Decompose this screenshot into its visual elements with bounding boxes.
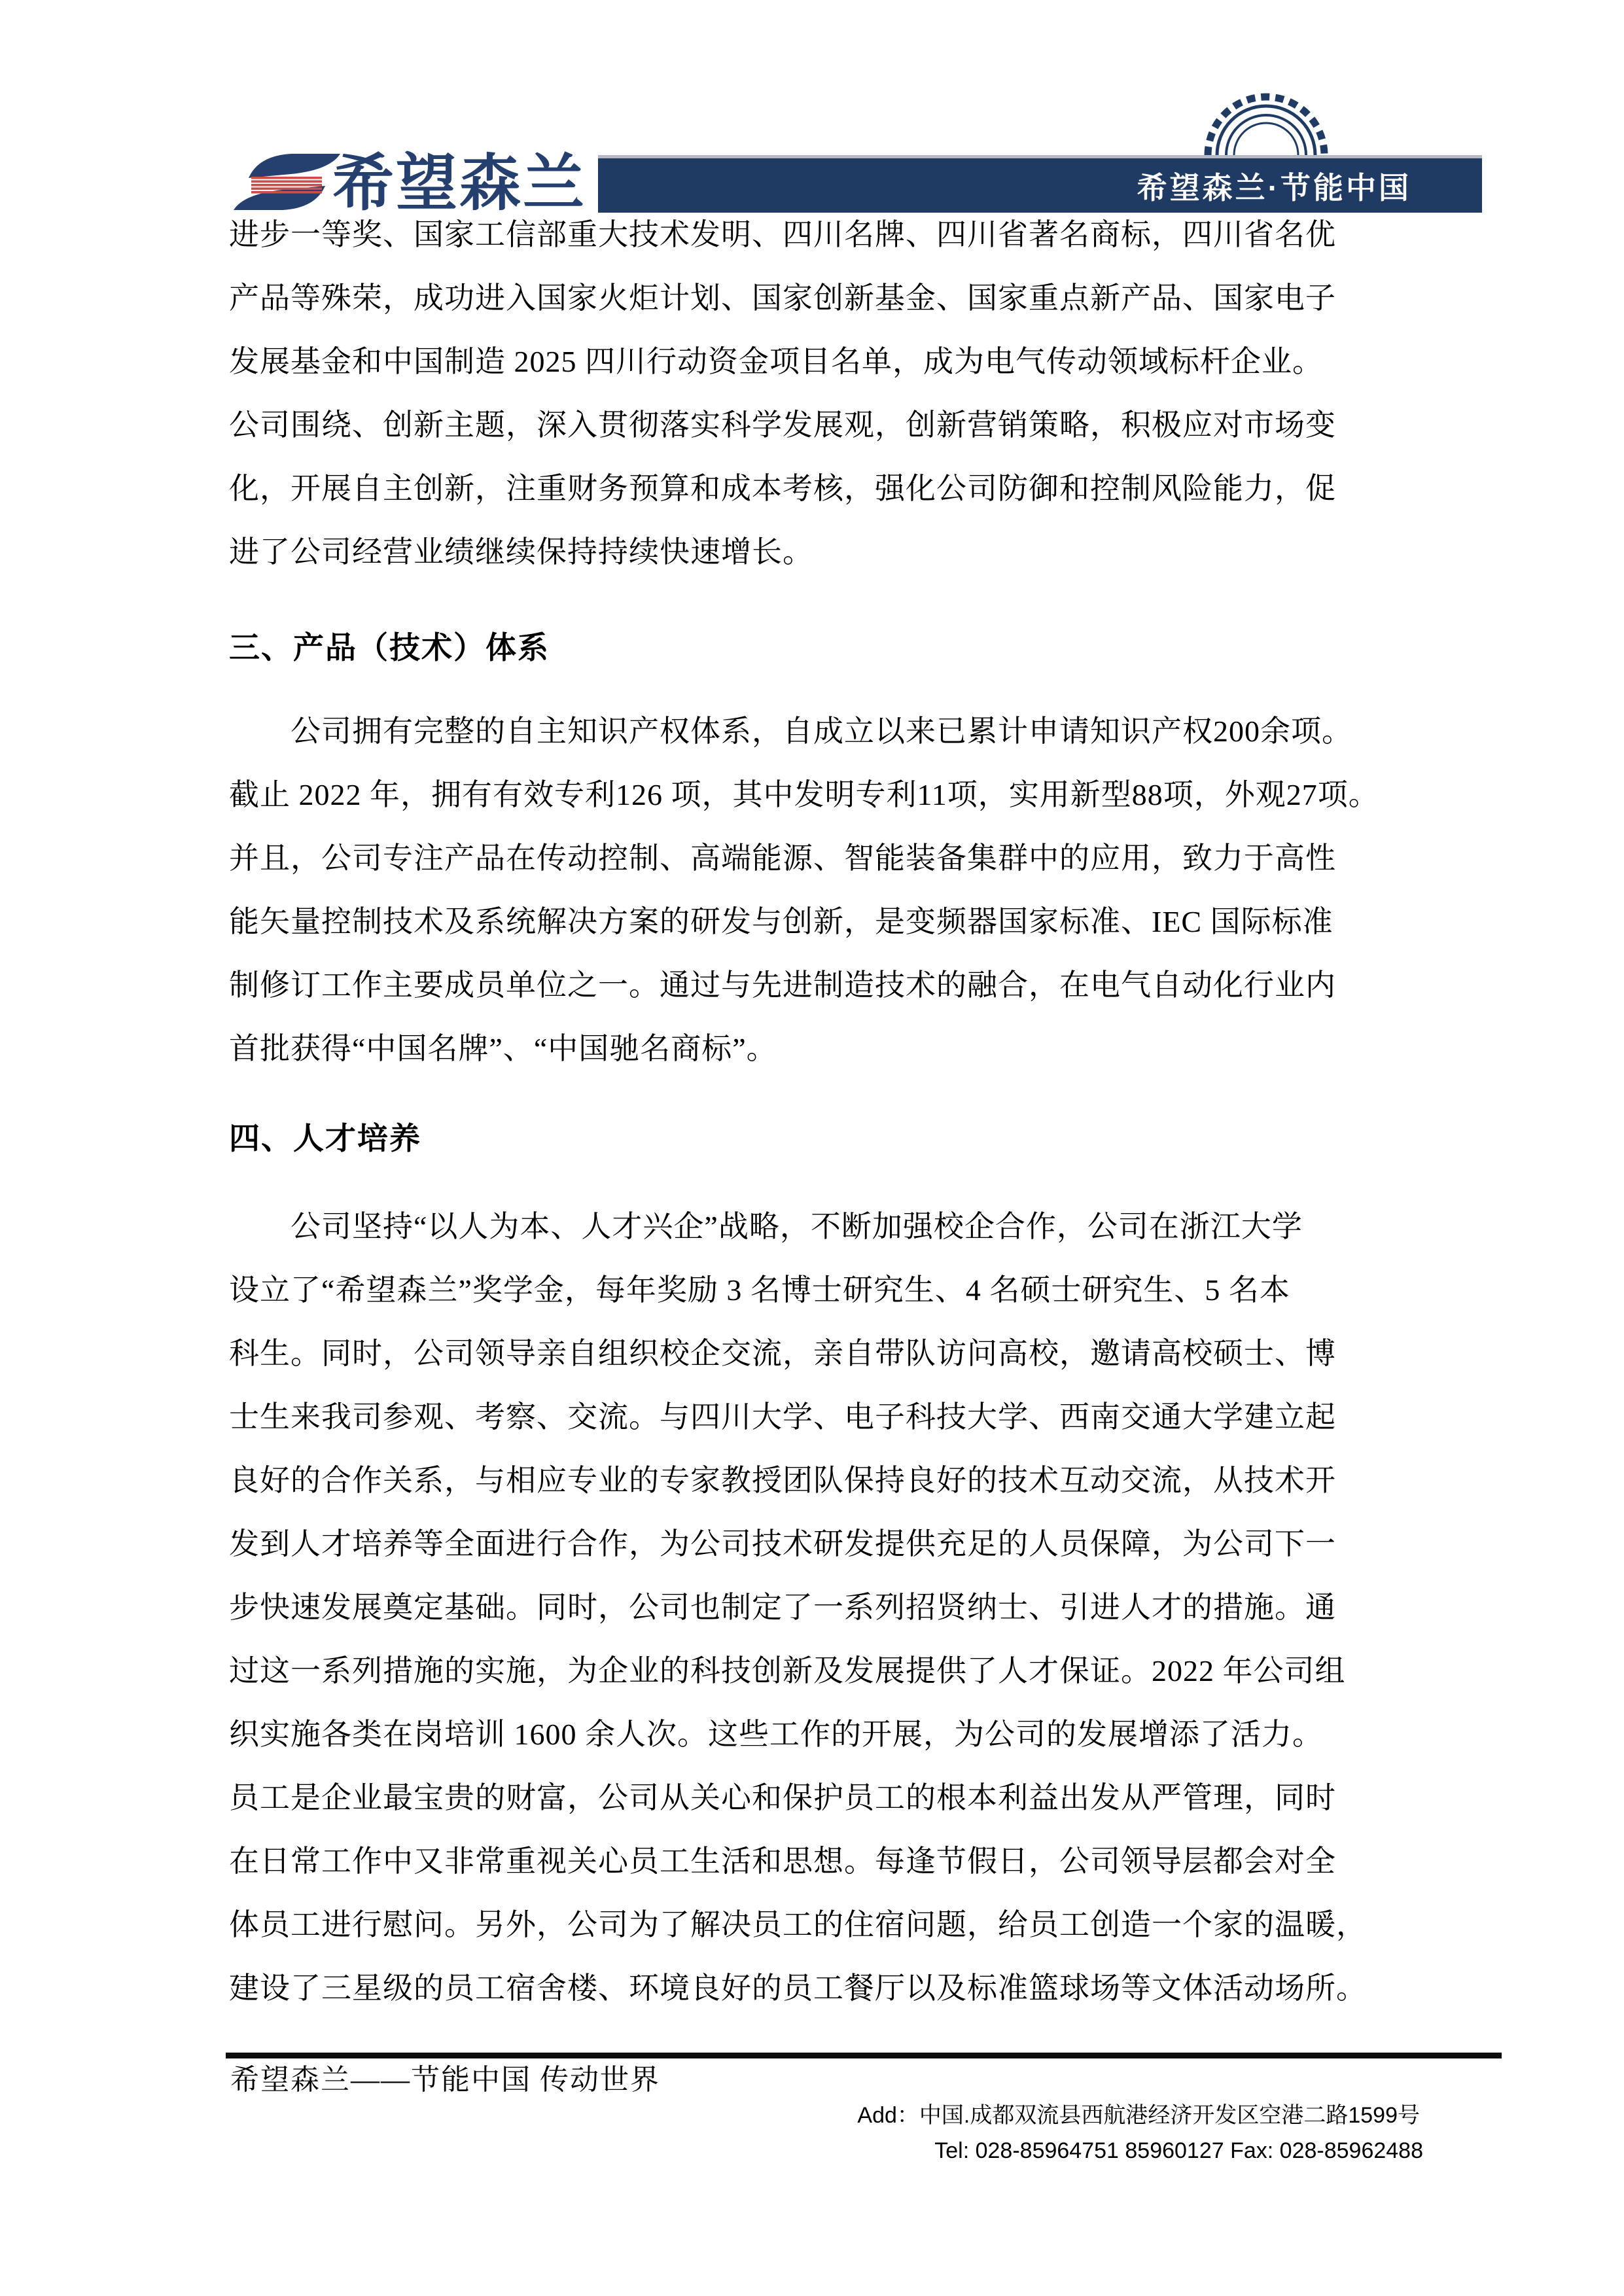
text-line: 过这一系列措施的实施，为企业的科技创新及发展提供了人才保证。2022 年公司组 bbox=[229, 1654, 1346, 1687]
text-line: 进步一等奖、国家工信部重大技术发明、四川名牌、四川省著名商标，四川省名优 bbox=[229, 218, 1336, 251]
text-line: 发展基金和中国制造 2025 四川行动资金项目名单，成为电气传动领域标杆企业。 bbox=[229, 345, 1323, 378]
text-line: 进了公司经营业绩继续保持持续快速增长。 bbox=[229, 535, 813, 569]
paragraph-talent bbox=[229, 1195, 1400, 2020]
logo-text: 希望森兰 bbox=[332, 149, 587, 217]
text-line: 良好的合作关系，与相应专业的专家教授团队保持良好的技术互动交流，从技术开 bbox=[229, 1464, 1336, 1497]
text-line: 公司拥有完整的自主知识产权体系，自成立以来已累计申请知识产权200余项。 bbox=[291, 715, 1352, 748]
text-line: 产品等殊荣，成功进入国家火炬计划、国家创新基金、国家重点新产品、国家电子 bbox=[229, 281, 1336, 315]
text-line: 能矢量控制技术及系统解决方案的研发与创新，是变频器国家标准、IEC 国际标准 bbox=[229, 905, 1333, 938]
text-line: 科生。同时，公司领导亲自组织校企交流，亲自带队访问高校，邀请高校硕士、博 bbox=[229, 1337, 1336, 1370]
text-line: 公司围绕、创新主题，深入贯彻落实科学发展观，创新营销策略，积极应对市场变 bbox=[229, 408, 1336, 442]
text-line: 化，开展自主创新，注重财务预算和成本考核，强化公司防御和控制风险能力，促 bbox=[229, 472, 1336, 505]
text-line: 制修订工作主要成员单位之一。通过与先进制造技术的融合，在电气自动化行业内 bbox=[229, 968, 1336, 1002]
text-line: 步快速发展奠定基础。同时，公司也制定了一系列招贤纳士、引进人才的措施。通 bbox=[229, 1591, 1336, 1624]
gear-icon bbox=[1204, 93, 1328, 155]
footer-phone: Tel: 028-85964751 85960127 Fax: 028-85962488 bbox=[934, 2138, 1423, 2163]
text-line: 并且，公司专注产品在传动控制、高端能源、智能装备集群中的应用，致力于高性 bbox=[229, 841, 1336, 875]
footer-address: Add：中国.成都双流县西航港经济开发区空港二路1599号 bbox=[857, 2103, 1420, 2128]
text-line: 发到人才培养等全面进行合作，为公司技术研发提供充足的人员保障，为公司下一 bbox=[229, 1527, 1336, 1561]
text-line: 在日常工作中又非常重视关心员工生活和思想。每逢节假日，公司领导层都会对全 bbox=[229, 1845, 1336, 1878]
text-line: 员工是企业最宝贵的财富，公司从关心和保护员工的根本利益出发从严管理，同时 bbox=[229, 1781, 1336, 1814]
text-line: 首批获得“中国名牌”、“中国驰名商标”。 bbox=[229, 1032, 777, 1065]
section-heading-talent: 四、人才培养 bbox=[229, 1122, 421, 1156]
text-line: 士生来我司参观、考察、交流。与四川大学、电子科技大学、西南交通大学建立起 bbox=[229, 1400, 1336, 1434]
text-line: 体员工进行慰问。另外，公司为了解决员工的住宿问题，给员工创造一个家的温暖， bbox=[229, 1908, 1367, 1941]
paragraph-products bbox=[229, 699, 1400, 1080]
text-line: 设立了“希望森兰”奖学金，每年奖励 3 名博士研究生、4 名硕士研究生、5 名本 bbox=[229, 1273, 1290, 1307]
footer-divider bbox=[226, 2053, 1502, 2058]
banner-slogan: 希望森兰·节能中国 bbox=[1137, 170, 1411, 205]
text-line: 截止 2022 年，拥有有效专利126 项，其中发明专利11项，实用新型88项，外观27项。 bbox=[229, 778, 1379, 811]
text-line: 建设了三星级的员工宿舍楼、环境良好的员工餐厅以及标准篮球场等文体活动场所。 bbox=[229, 1971, 1367, 2005]
logo-s-icon bbox=[229, 154, 345, 210]
paragraph-awards bbox=[229, 203, 1400, 584]
text-line: 公司坚持“以人为本、人才兴企”战略，不断加强校企合作，公司在浙江大学 bbox=[291, 1210, 1303, 1243]
section-heading-products: 三、产品（技术）体系 bbox=[229, 631, 550, 665]
footer-tagline: 希望森兰——节能中国 传动世界 bbox=[230, 2064, 660, 2096]
text-line: 织实施各类在岗培训 1600 余人次。这些工作的开展，为公司的发展增添了活力。 bbox=[229, 1718, 1323, 1751]
